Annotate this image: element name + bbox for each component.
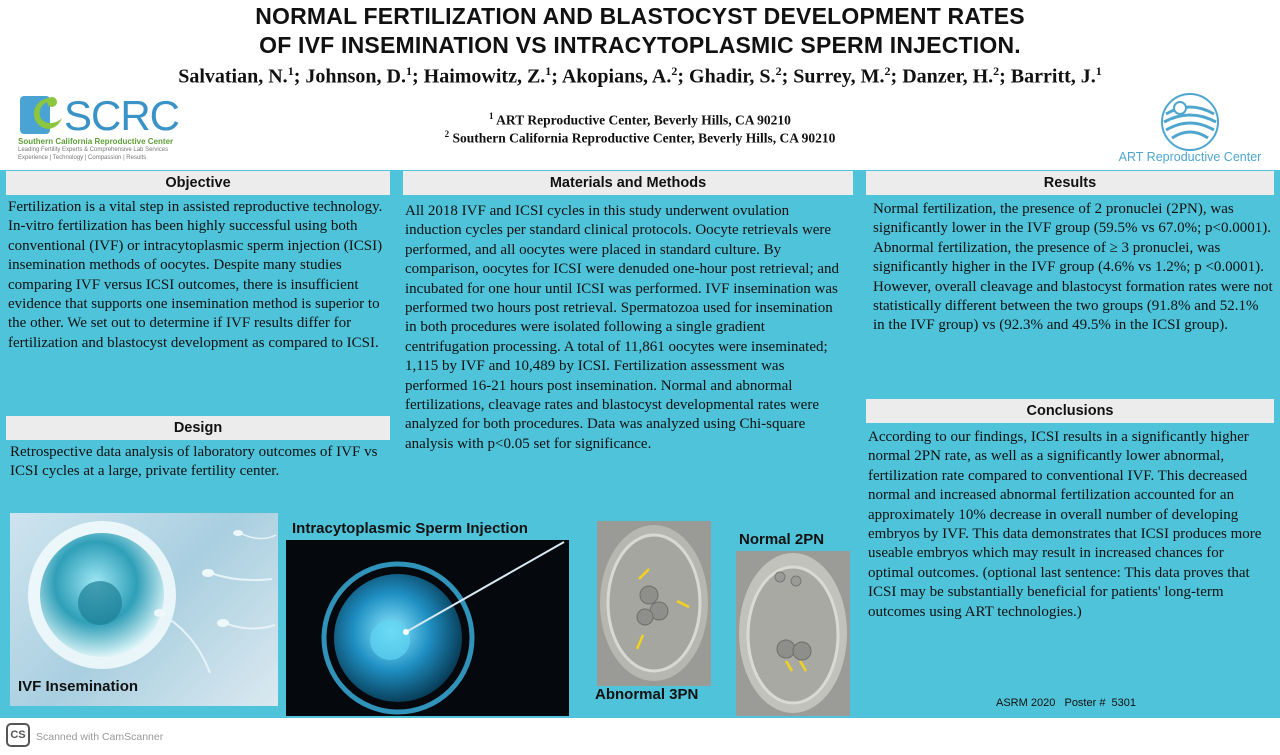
author-name: Johnson, D. (305, 65, 406, 88)
author-affiliation: 1 (287, 64, 294, 78)
author-affiliation: 1 (545, 64, 552, 78)
author-affiliation: 2 (884, 64, 891, 78)
affiliation-1-text: ART Reproductive Center, Beverly Hills, CA 90210 (493, 112, 791, 128)
abnormal-3pn-image (597, 521, 711, 686)
scanner-footer (0, 718, 1280, 755)
icsi-caption: Intracytoplasmic Sperm Injection (292, 520, 528, 537)
objective-text: Fertilization is a vital step in assisted reproductive technology. In-vitro fertilization has been highly successful using both conventional (IVF) or intracytoplasmic sperm injection (ICSI) insemination methods of oocytes. Despite many studies comparing IVF versus ICSI outcomes, there is insufficient evidence that supports one insemination method is superior to the other. We set out to determine if IVF results differ for fertilization and blastocyst development as compared to ICSI. (8, 199, 383, 351)
art-logo (1110, 92, 1270, 166)
author-name: Ghadir, S. (689, 65, 776, 88)
author-affiliation: 1 (1095, 64, 1102, 78)
methods-text: All 2018 IVF and ICSI cycles in this study underwent ovulation induction cycles per standard clinical protocols. Oocyte retrievals were performed, and all oocytes were placed in standard culture. By comparison, oocytes for ICSI were denuded one-hour post retrieval; and incubated for one hour until ICSI was performed. IVF insemination was performed two hours post retrieval. Spermatozoa used for insemination in both procedures were isolated following a single gradient centrifugation processing. A total of 11,861 oocytes were inseminated; 1,115 by IVF and 10,489 by ICSI. Fertilization assessment was performed 16-21 hours post insemination. Normal and abnormal fertilizations, cleavage rates and blastocyst developmental rates were analyzed for both procedures. Data was analyzed using Chi-square analysis with p<0.05 set for significance. (405, 203, 840, 452)
author-list: Salvatian, N.$^1$; Johnson, D.$^1$; Haimowitz, Z.$^1$; Akopians, A.$^2$; Ghadir, S.$^2$; Surrey, M.$^2$; Danzer, H.$^2$; Barritt, J.$^1$ (178, 64, 1102, 88)
affiliation-2 (380, 129, 900, 147)
author-affiliation: 1 (405, 64, 412, 78)
author-affiliation: 2 (993, 64, 1000, 78)
affiliation-1 (380, 111, 900, 129)
scrc-fullname: Southern California Reproductive Center (18, 137, 174, 146)
author-affiliation: 2 (775, 64, 782, 78)
scrc-logo (18, 92, 198, 164)
author-name: Haimowitz, Z. (423, 65, 546, 88)
affiliation-2-text: Southern California Reproductive Center, Beverly Hills, CA 90210 (449, 130, 836, 146)
scrc-wordmark: SCRC (64, 92, 180, 139)
icsi-illustration (286, 540, 569, 716)
camscanner-watermark: Scanned with CamScanner (36, 731, 164, 743)
affiliation-1-number: 1 (489, 111, 494, 121)
2pn-zygote-illustration (736, 551, 850, 716)
scrc-swirl-icon (18, 92, 66, 138)
results-heading: Results (866, 171, 1274, 195)
art-globe-icon (1154, 92, 1226, 152)
author-name: Salvatian, N. (178, 65, 288, 88)
author-name: Surrey, M. (793, 65, 885, 88)
ivf-insemination-caption: IVF Insemination (18, 678, 139, 695)
poster-number-note: ASRM 2020 Poster # 5301 (996, 697, 1137, 709)
conclusions-text: According to our findings, ICSI results in a significantly higher normal 2PN rate, as well as a significantly lower abnormal, fertilization rate compared to conventional IVF. This decreased normal and increased abnormal fertilization accounted for an approximately 10% decrease in overall number of developing embryos by IVF. This data demonstrates that ICSI produces more useable embryos which may result in increased chances for optimal outcomes. (optional last sentence: This data proves that ICSI may be substantially beneficial for patients' long-term outcomes using ART technologies.) (868, 429, 1262, 620)
icsi-image (286, 540, 569, 716)
affiliation-2-number: 2 (444, 129, 450, 139)
normal-2pn-caption: Normal 2PN (739, 531, 825, 548)
scrc-values: Experience | Technology | Compassion | Results (18, 155, 147, 161)
results-text: Normal fertilization, the presence of 2 pronuclei (2PN), was significantly lower in the IVF group (59.5% vs 67.0%; p<0.0001). Abnormal fertilization, the presence of ≥ 3 pronuclei, was significantly higher in the IVF group (4.6% vs 1.2%; p <0.0001). However, overall cleavage and blastocyst formation rates were not statistically different between the two groups (91.8% and 52.1% in the IVF group) vs (92.3% and 49.5% in the ICSI group). (873, 201, 1273, 334)
design-text: Retrospective data analysis of laboratory outcomes of IVF vs ICSI cycles at a large, private fertility center. (10, 444, 378, 480)
abnormal-3pn-caption: Abnormal 3PN (595, 686, 699, 703)
scrc-tagline: Leading Fertility Experts & Comprehensive Lab Services (18, 147, 169, 153)
objective-heading: Objective (6, 171, 390, 195)
author-name: Barritt, J. (1010, 65, 1096, 88)
title-line-2: OF IVF INSEMINATION VS INTRACYTOPLASMIC SPERM INJECTION. (259, 32, 1021, 58)
poster-title (0, 2, 1280, 60)
design-heading: Design (6, 416, 390, 440)
title-line-1: NORMAL FERTILIZATION AND BLASTOCYST DEVELOPMENT RATES (255, 3, 1025, 29)
methods-heading: Materials and Methods (403, 171, 853, 195)
author-affiliation: 2 (671, 64, 678, 78)
author-name: Akopians, A. (561, 65, 672, 88)
conclusions-heading: Conclusions (866, 399, 1274, 423)
art-logo-caption: ART Reproductive Center (1118, 150, 1262, 164)
3pn-zygote-illustration (597, 521, 711, 686)
author-name: Danzer, H. (902, 65, 994, 88)
normal-2pn-image (736, 551, 850, 716)
camscanner-logo-icon: CS (6, 723, 30, 747)
poster-header (0, 0, 1280, 170)
